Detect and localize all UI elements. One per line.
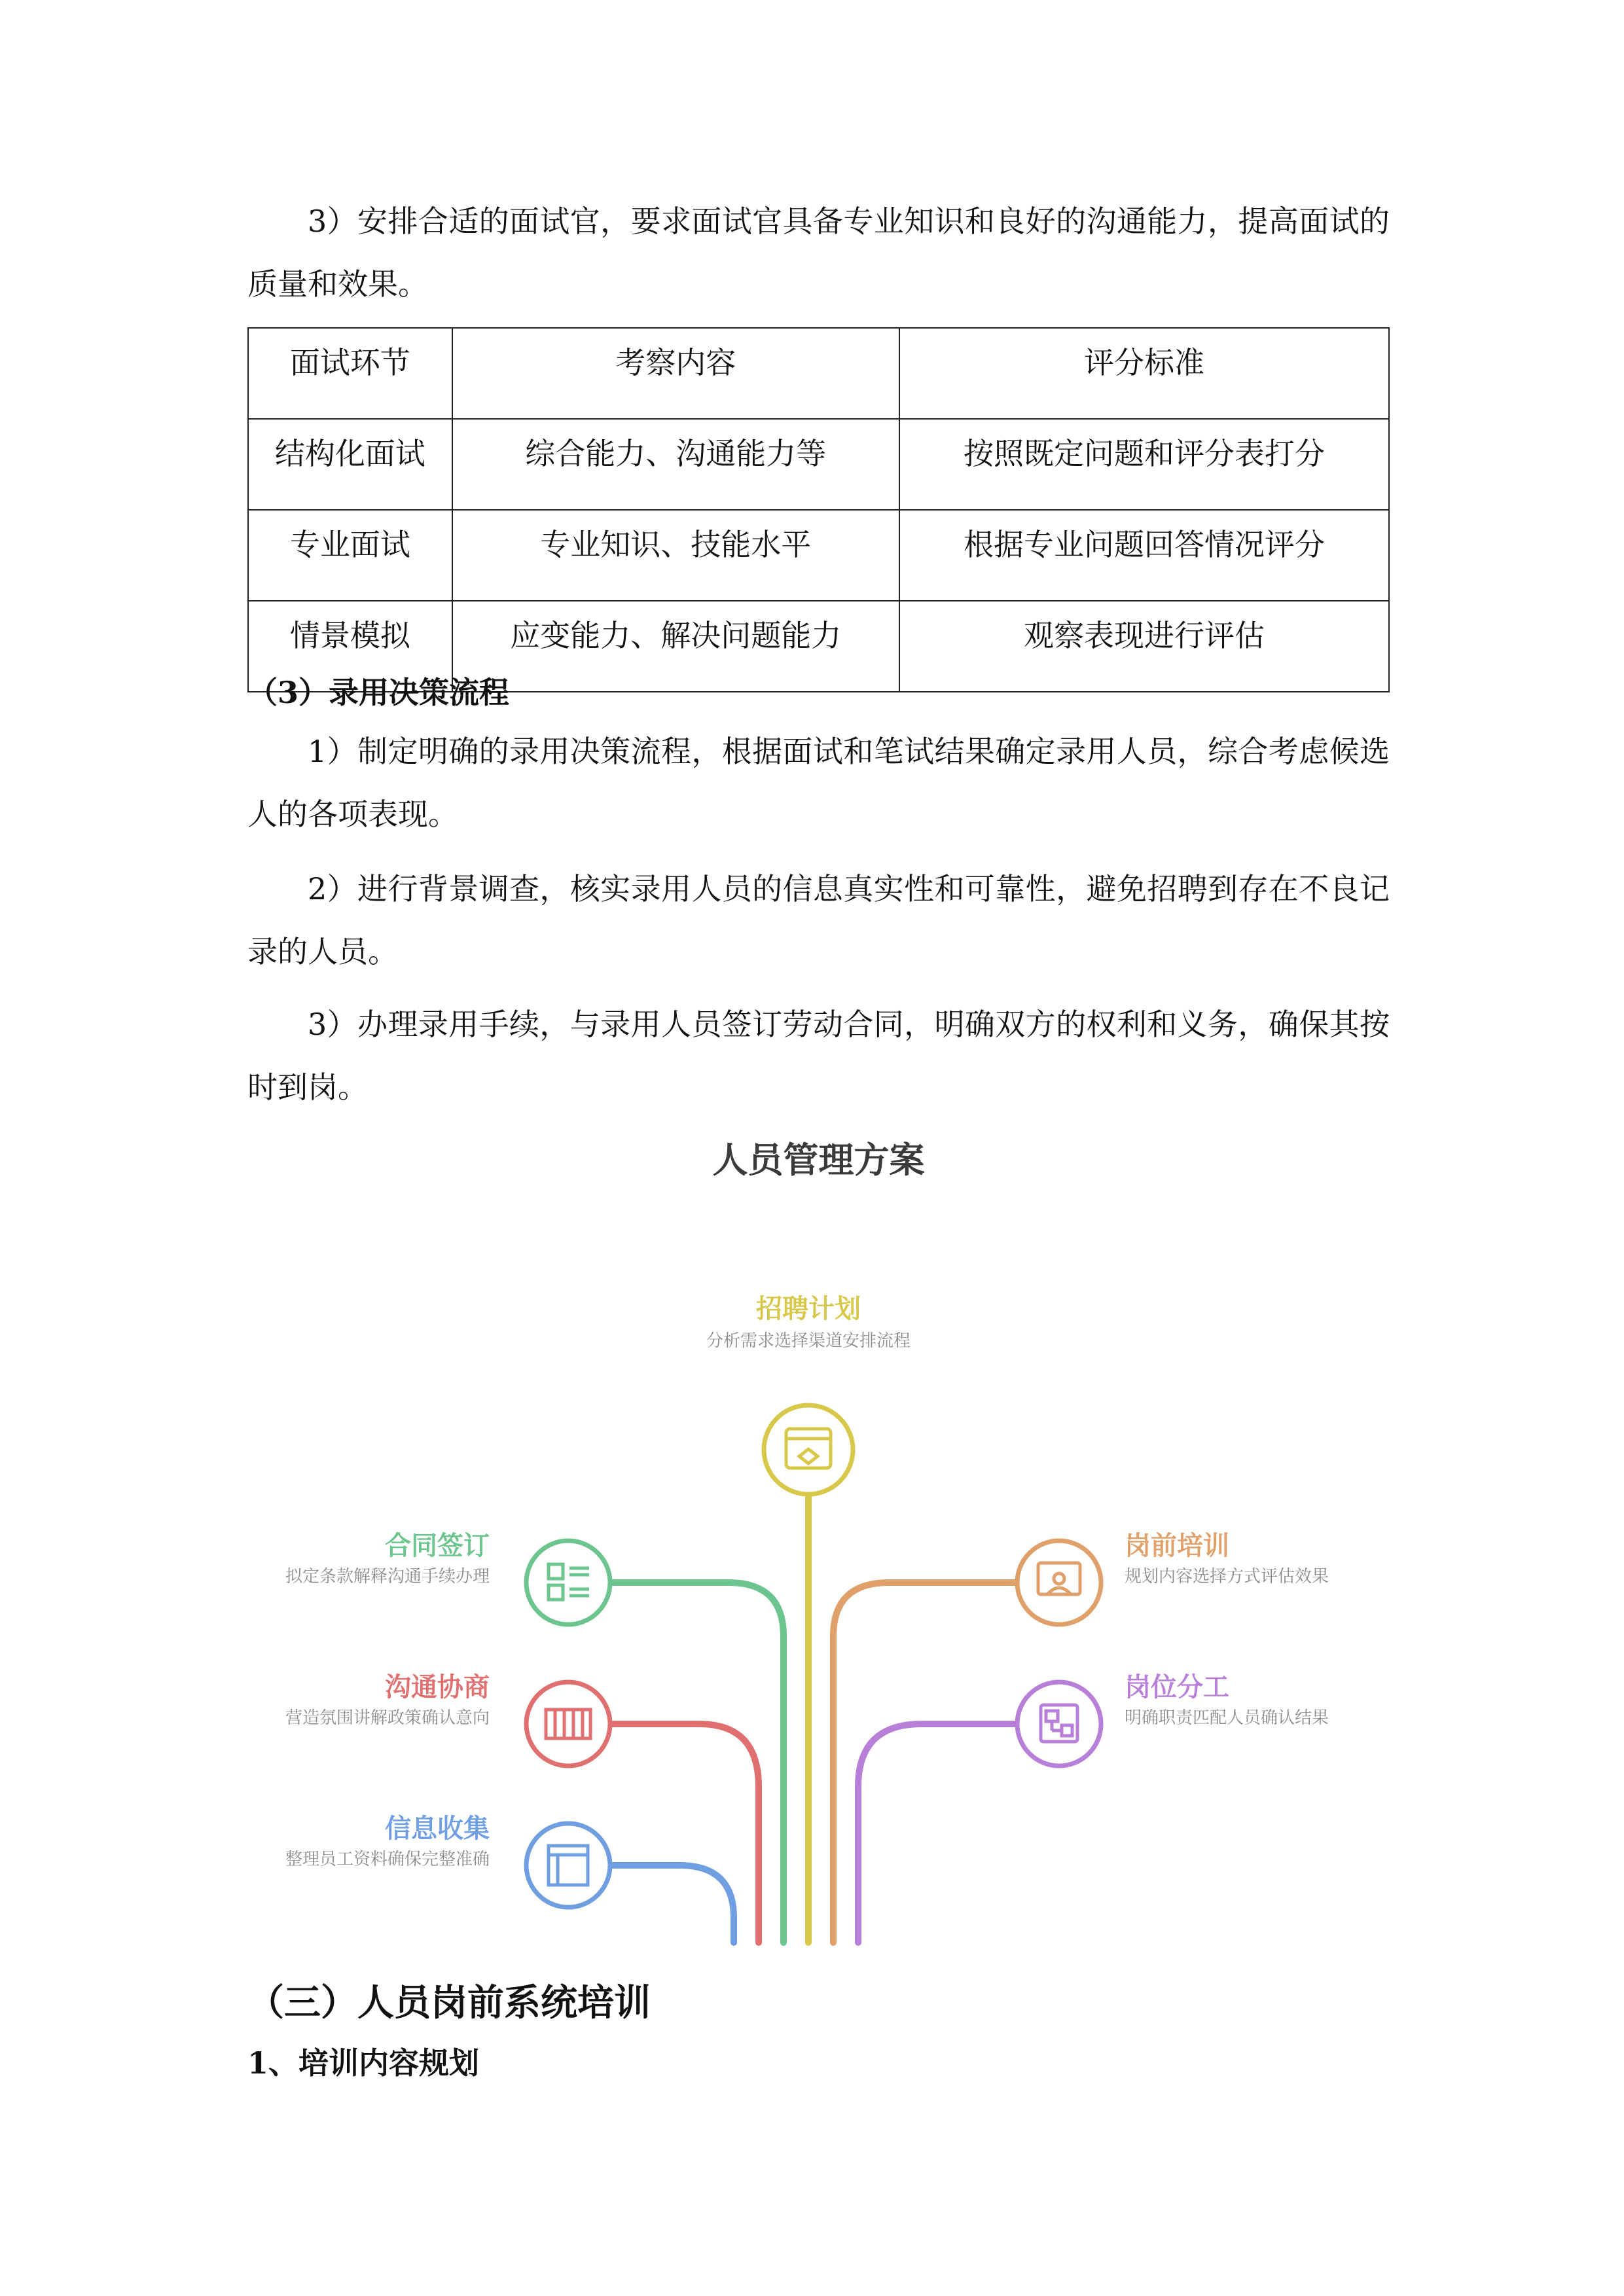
node-top-desc: 分析需求选择渠道安排流程 [706,1331,911,1351]
table-cell: 应变能力、解决问题能力 [452,601,899,692]
table-row [248,419,1389,510]
diagram-title: 人员管理方案 [712,1139,925,1181]
connector-right2 [858,1724,1021,1943]
node-left1-label: 合同签订 [385,1531,490,1561]
table-header-row [248,328,1389,419]
node-right1-desc: 规划内容选择方式评估效果 [1125,1567,1329,1587]
decision-heading: （3）录用决策流程 [247,675,510,710]
table-cell: 按照既定问题和评分表打分 [899,419,1389,510]
decision-paragraph-1: 1）制定明确的录用决策流程，根据面试和笔试结果确定录用人员，综合考虑候选人的各项表现。 [247,734,1390,832]
intro-paragraph: 3）安排合适的面试官，要求面试官具备专业知识和良好的沟通能力，提高面试的质量和效果。 [247,204,1390,302]
node-right1-label: 岗前培训 [1125,1531,1229,1561]
node-right2-desc: 明确职责匹配人员确认结果 [1125,1708,1329,1728]
node-left1-desc: 拟定条款解释沟通手续办理 [285,1567,490,1587]
table-cell: 结构化面试 [248,419,452,510]
personnel-management-diagram [247,1113,1390,1950]
section-heading: （三）人员岗前系统培训 [247,1981,651,2024]
table-cell: 专业面试 [248,510,452,601]
table-cell: 综合能力、沟通能力等 [452,419,899,510]
table-row [248,510,1389,601]
table-cell: 观察表现进行评估 [899,601,1389,692]
node-right1-circle [1017,1541,1101,1624]
table-cell: 情景模拟 [248,601,452,692]
node-top-label: 招聘计划 [756,1294,861,1324]
node-left2-desc: 营造氛围讲解政策确认意向 [285,1708,490,1728]
connector-left3 [611,1865,734,1943]
node-left3-desc: 整理员工资料确保完整准确 [285,1850,490,1869]
decision-paragraph-2: 2）进行背景调查，核实录用人员的信息真实性和可靠性，避免招聘到存在不良记录的人员。 [247,871,1390,969]
table-cell: 专业知识、技能水平 [452,510,899,601]
node-left3-label: 信息收集 [385,1814,490,1844]
table-cell: 根据专业问题回答情况评分 [899,510,1389,601]
node-left1-circle [526,1541,610,1624]
node-left3-circle [526,1823,610,1907]
table-header-cell: 面试环节 [248,328,452,419]
interview-table [247,327,1390,692]
subsection-heading: 1、培训内容规划 [247,2045,480,2081]
table-header-cell: 考察内容 [452,328,899,419]
decision-paragraph-3: 3）办理录用手续，与录用人员签订劳动合同，明确双方的权利和义务，确保其按时到岗。 [247,1007,1390,1105]
node-top-circle [764,1405,853,1494]
node-left2-label: 沟通协商 [385,1672,490,1702]
node-left2-circle [526,1682,610,1766]
node-right2-label: 岗位分工 [1125,1672,1229,1702]
table-header-cell: 评分标准 [899,328,1389,419]
node-right2-circle [1017,1682,1101,1766]
